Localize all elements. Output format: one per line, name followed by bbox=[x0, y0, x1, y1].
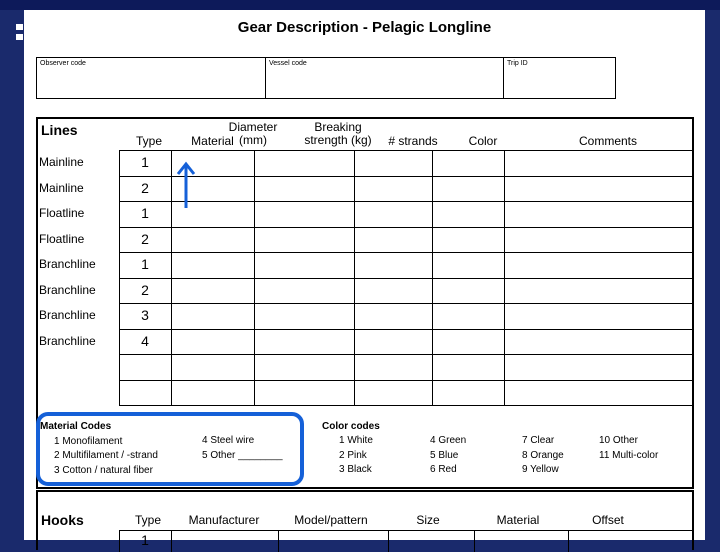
material-code-item: 2 Multifilament / -strand bbox=[54, 450, 158, 461]
trip-id-label: Trip ID bbox=[507, 60, 528, 67]
line-row-label: Branchline bbox=[39, 333, 96, 348]
color-code-item: 4 Green bbox=[430, 435, 467, 446]
line-row-type: 2 bbox=[141, 230, 149, 247]
line-cell[interactable] bbox=[255, 202, 354, 227]
hooks-section bbox=[36, 490, 694, 550]
line-cell[interactable] bbox=[505, 304, 694, 329]
material-code-item: 1 Monofilament bbox=[54, 435, 123, 447]
line-cell[interactable] bbox=[255, 253, 354, 278]
hooks-col-header: Material bbox=[496, 513, 540, 527]
line-cell[interactable] bbox=[172, 228, 254, 253]
form-title: Gear Description - Pelagic Longline bbox=[237, 19, 492, 36]
line-cell[interactable] bbox=[433, 355, 504, 380]
hooks-col-header: Size bbox=[416, 513, 440, 527]
slide-bullet-marks bbox=[16, 24, 24, 44]
line-cell[interactable] bbox=[505, 151, 694, 176]
line-cell[interactable] bbox=[355, 355, 432, 380]
line-cell[interactable] bbox=[355, 228, 432, 253]
line-cell[interactable] bbox=[433, 253, 504, 278]
lines-col-header: Type bbox=[135, 134, 162, 148]
material-code-item: 5 Other ________ bbox=[202, 449, 283, 461]
grid-line bbox=[119, 530, 694, 531]
line-cell[interactable] bbox=[355, 330, 432, 355]
lines-col-header: Color bbox=[468, 134, 498, 148]
header-fields bbox=[36, 57, 616, 99]
line-cell[interactable] bbox=[505, 381, 694, 406]
line-cell[interactable] bbox=[433, 202, 504, 227]
color-code-item: 7 Clear bbox=[522, 435, 555, 446]
line-cell[interactable] bbox=[172, 355, 254, 380]
line-cell[interactable] bbox=[433, 177, 504, 202]
color-code-item: 1 White bbox=[339, 435, 373, 446]
vessel-code-field[interactable] bbox=[266, 58, 504, 98]
color-code-item: 3 Black bbox=[339, 464, 372, 475]
line-cell[interactable] bbox=[505, 177, 694, 202]
line-row-label: Branchline bbox=[39, 282, 96, 297]
lines-col-header: Diameter (mm) bbox=[228, 120, 278, 147]
line-cell[interactable] bbox=[172, 381, 254, 406]
line-row-type: 2 bbox=[141, 281, 149, 298]
grid-line bbox=[278, 530, 279, 552]
hook-row-type: 1 bbox=[141, 532, 149, 548]
line-row-type: 3 bbox=[141, 307, 149, 323]
hooks-title: Hooks bbox=[41, 512, 84, 528]
line-cell[interactable] bbox=[172, 253, 254, 278]
material-codes-title: Material Codes bbox=[40, 421, 112, 432]
line-cell[interactable] bbox=[505, 330, 694, 355]
color-code-item: 8 Orange bbox=[522, 449, 564, 461]
line-cell[interactable] bbox=[505, 355, 694, 380]
line-cell[interactable] bbox=[255, 304, 354, 329]
line-cell[interactable] bbox=[505, 253, 694, 278]
hooks-col-header: Model/pattern bbox=[294, 513, 368, 527]
grid-line bbox=[171, 530, 172, 552]
lines-col-header: Material bbox=[191, 134, 234, 148]
lines-col-header: Comments bbox=[578, 134, 637, 148]
color-code-item: 11 Multi-color bbox=[599, 449, 659, 461]
line-cell[interactable] bbox=[505, 279, 694, 304]
line-cell[interactable] bbox=[255, 228, 354, 253]
line-cell[interactable] bbox=[355, 177, 432, 202]
line-cell[interactable] bbox=[433, 304, 504, 329]
line-cell[interactable] bbox=[255, 279, 354, 304]
line-cell[interactable] bbox=[355, 381, 432, 406]
grid-line bbox=[474, 530, 475, 552]
line-cell[interactable] bbox=[255, 151, 354, 176]
line-cell[interactable] bbox=[433, 279, 504, 304]
line-cell[interactable] bbox=[172, 330, 254, 355]
line-row-type: 1 bbox=[141, 205, 149, 221]
line-row-type: 1 bbox=[141, 154, 149, 170]
color-code-item: 6 Red bbox=[430, 464, 457, 475]
line-cell[interactable] bbox=[355, 304, 432, 329]
hooks-col-header: Offset bbox=[592, 513, 624, 527]
line-cell[interactable] bbox=[433, 151, 504, 176]
hooks-col-header: Manufacturer bbox=[188, 513, 260, 527]
grid-line bbox=[388, 530, 389, 552]
observer-code-field[interactable] bbox=[37, 58, 266, 98]
color-codes-col3 bbox=[522, 434, 564, 478]
line-cell[interactable] bbox=[433, 381, 504, 406]
trip-id-field[interactable] bbox=[504, 58, 615, 98]
lines-col-header: # strands bbox=[388, 134, 438, 148]
line-cell[interactable] bbox=[255, 330, 354, 355]
material-code-item: 3 Cotton / natural fiber bbox=[54, 464, 153, 476]
color-codes-col2 bbox=[430, 434, 466, 478]
line-row-label: Mainline bbox=[39, 155, 84, 169]
line-cell[interactable] bbox=[505, 228, 694, 253]
color-code-item: 5 Blue bbox=[430, 449, 459, 461]
line-row-type: 4 bbox=[141, 332, 149, 349]
line-row-label: Floatline bbox=[39, 206, 85, 220]
arrow-up-icon bbox=[174, 160, 198, 210]
material-code-item: 4 Steel wire bbox=[202, 435, 255, 446]
grid-line bbox=[119, 405, 694, 406]
lines-title: Lines bbox=[41, 122, 78, 138]
color-codes-title: Color codes bbox=[322, 421, 380, 432]
line-cell[interactable] bbox=[172, 304, 254, 329]
line-cell[interactable] bbox=[255, 355, 354, 380]
observer-code-label: Observer code bbox=[40, 60, 86, 67]
lines-col-header: Breaking strength (kg) bbox=[304, 120, 372, 147]
line-row-type: 1 bbox=[141, 256, 149, 272]
material-codes-highlight bbox=[36, 412, 304, 486]
top-bar bbox=[0, 0, 720, 10]
line-cell[interactable] bbox=[355, 253, 432, 278]
line-cell[interactable] bbox=[172, 279, 254, 304]
hooks-col-header: Type bbox=[134, 513, 161, 527]
line-cell[interactable] bbox=[433, 330, 504, 355]
line-row-label: Branchline bbox=[39, 308, 96, 322]
color-codes-col4 bbox=[599, 434, 658, 463]
line-row-label: Floatline bbox=[39, 231, 85, 246]
color-code-item: 9 Yellow bbox=[522, 464, 559, 475]
color-codes-col1 bbox=[339, 434, 373, 478]
line-cell[interactable] bbox=[355, 279, 432, 304]
line-row-label: Branchline bbox=[39, 257, 96, 271]
line-cell[interactable] bbox=[255, 381, 354, 406]
color-code-item: 2 Pink bbox=[339, 449, 367, 461]
vessel-code-label: Vessel code bbox=[269, 60, 307, 67]
grid-line bbox=[568, 530, 569, 552]
line-cell[interactable] bbox=[433, 228, 504, 253]
line-row-type: 2 bbox=[141, 179, 149, 196]
line-cell[interactable] bbox=[355, 151, 432, 176]
line-cell[interactable] bbox=[355, 202, 432, 227]
color-code-item: 10 Other bbox=[599, 435, 638, 446]
line-cell[interactable] bbox=[505, 202, 694, 227]
color-codes bbox=[322, 420, 380, 435]
line-row-label: Mainline bbox=[39, 180, 84, 195]
line-cell[interactable] bbox=[255, 177, 354, 202]
